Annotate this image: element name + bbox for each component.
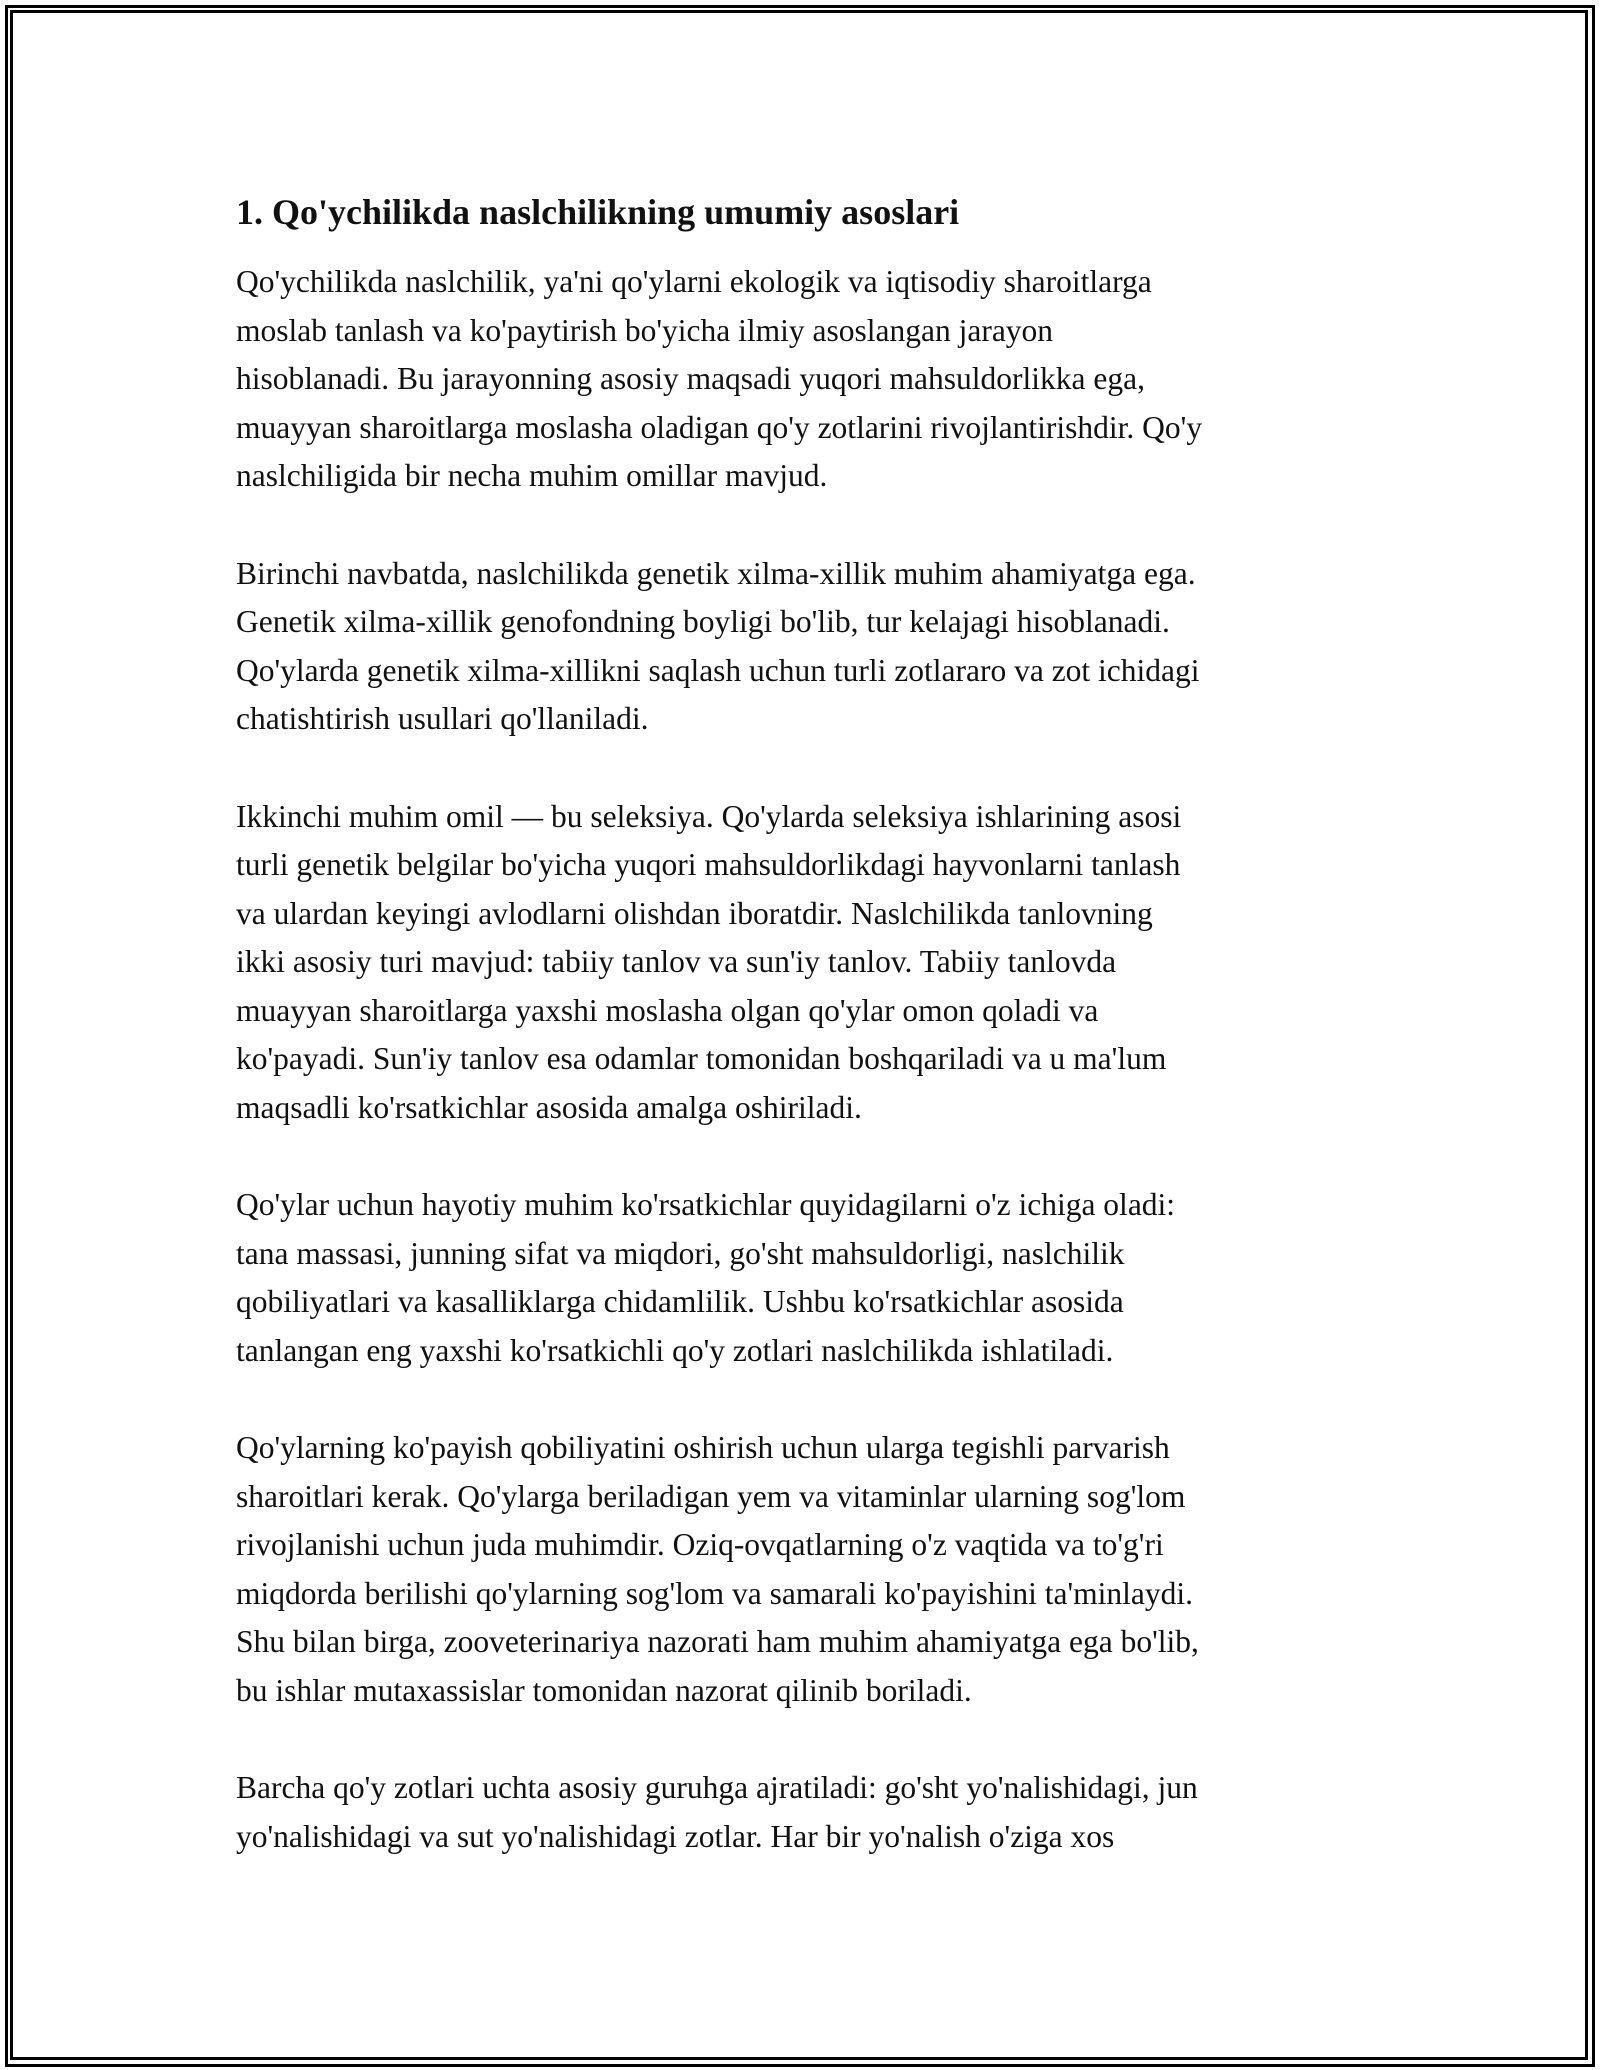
text-line: maqsadli ko'rsatkichlar asosida amalga oshiriladi. — [236, 1089, 862, 1125]
text-line: Shu bilan birga, zooveterinariya nazorati ham muhim ahamiyatga ega bo'lib, — [236, 1624, 1199, 1659]
text-line: turli genetik belgilar bo'yicha yuqori mahsuldorlikdagi hayvonlarni tanlash — [236, 847, 1181, 882]
paragraph-breed-groups — [236, 1764, 1376, 1861]
text-line: Qo'ylarda genetik xilma-xillikni saqlash uchun turli zotlararo va zot ichidagi — [236, 652, 1200, 688]
text-line: Qo'ychilikda naslchilik, ya'ni qo'ylarni ekologik va iqtisodiy sharoitlarga — [236, 264, 1152, 299]
paragraph-intro — [236, 258, 1376, 501]
section-heading: 1. Qo'ychilikda naslchilikning umumiy asoslari — [236, 192, 960, 232]
text-line: Birinchi navbatda, naslchilikda genetik xilma-xillik muhim ahamiyatga ega. — [236, 555, 1196, 591]
text-line: va ulardan keyingi avlodlarni olishdan iboratdir. Naslchilikda tanlovning — [236, 895, 1153, 931]
document-body — [236, 188, 1376, 1910]
text-line: Ikkinchi muhim omil — bu seleksiya. Qo'ylarda seleksiya ishlarining asosi — [236, 798, 1182, 834]
text-line: sharoitlari kerak. Qo'ylarga beriladigan yem va vitaminlar ularning sog'lom — [236, 1478, 1186, 1514]
text-line: ikki asosiy turi mavjud: tabiiy tanlov va sun'iy tanlov. Tabiiy tanlovda — [236, 944, 1117, 979]
text-line: moslab tanlash va ko'paytirish bo'yicha ilmiy asoslangan jarayon — [236, 312, 1054, 348]
text-line: Genetik xilma-xillik genofondning boyligi bo'lib, tur kelajagi hisoblanadi. — [236, 604, 1170, 639]
text-line: chatishtirish usullari qo'llaniladi. — [236, 701, 649, 736]
text-line: hisoblanadi. Bu jarayonning asosiy maqsadi yuqori mahsuldorlikka ega, — [236, 361, 1145, 396]
text-line: ko'payadi. Sun'iy tanlov esa odamlar tomonidan boshqariladi va u ma'lum — [236, 1041, 1167, 1076]
text-line: tana massasi, junning sifat va miqdori, go'sht mahsuldorligi, naslchilik — [236, 1235, 1125, 1271]
paragraph-genetic-diversity — [236, 550, 1376, 744]
text-line: Qo'ylarning ko'payish qobiliyatini oshirish uchun ularga tegishli parvarish — [236, 1430, 1170, 1465]
text-line: Qo'ylar uchun hayotiy muhim ko'rsatkichlar quyidagilarni o'z ichiga oladi: — [236, 1187, 1176, 1222]
text-line: muayyan sharoitlarga moslasha oladigan qo'y zotlarini rivojlantirishdir. Qo'y — [236, 409, 1203, 445]
text-line: miqdorda berilishi qo'ylarning sog'lom va samarali ko'payishini ta'minlaydi. — [236, 1575, 1194, 1611]
text-line: yo'nalishidagi va sut yo'nalishidagi zotlar. Har bir yo'nalish o'ziga xos — [236, 1818, 1115, 1854]
text-line: tanlangan eng yaxshi ko'rsatkichli qo'y zotlari naslchilikda ishlatiladi. — [236, 1332, 1114, 1368]
text-line: Barcha qo'y zotlari uchta asosiy guruhga ajratiladi: go'sht yo'nalishidagi, jun — [236, 1770, 1198, 1805]
text-line: muayyan sharoitlarga yaxshi moslasha olgan qo'ylar omon qoladi va — [236, 992, 1099, 1028]
text-line: rivojlanishi uchun juda muhimdir. Oziq-ovqatlarning o'z vaqtida va to'g'ri — [236, 1527, 1164, 1562]
paragraph-breeding-care — [236, 1424, 1376, 1715]
text-line: bu ishlar mutaxassislar tomonidan nazorat qilinib boriladi. — [236, 1672, 972, 1708]
text-line: naslchiligida bir necha muhim omillar mavjud. — [236, 458, 828, 493]
paragraph-selection — [236, 793, 1376, 1133]
paragraph-key-indicators — [236, 1181, 1376, 1375]
text-line: qobiliyatlari va kasalliklarga chidamlilik. Ushbu ko'rsatkichlar asosida — [236, 1284, 1124, 1319]
